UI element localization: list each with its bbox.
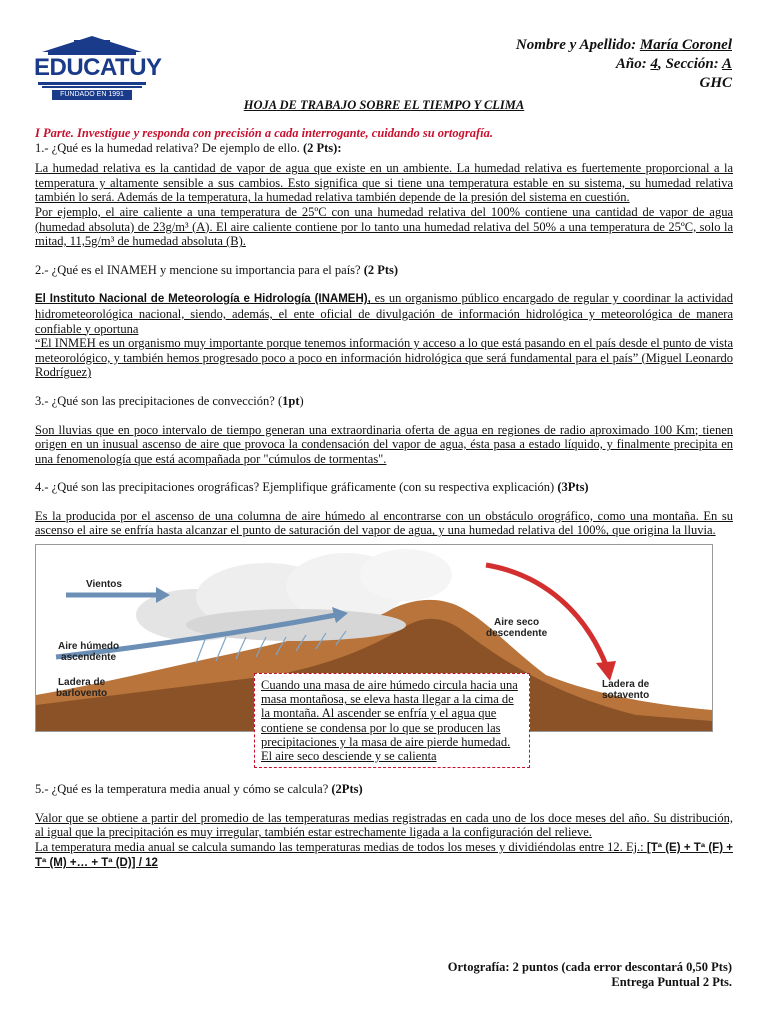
spelling-rule: Ortografía: 2 puntos (cada error descontará 0,50 Pts) xyxy=(447,960,732,974)
punctual-rule: Entrega Puntual 2 Pts. xyxy=(611,975,732,989)
school-logo xyxy=(34,32,162,104)
label-windward: Ladera de barlovento xyxy=(56,677,108,700)
document-title: HOJA DE TRABAJO SOBRE EL TIEMPO Y CLIMA xyxy=(243,98,525,112)
worksheet-content xyxy=(35,126,733,871)
diagram-explanation: Cuando una masa de aire húmedo circula hacia una masa montañosa, se eleva hasta llegar a la cima de la montaña. Al ascender se enfría y el agua que contiene se condensa por lo que se producen las precipitaciones y la masa de aire pierde humedad. El aire seco desciende y se calienta xyxy=(254,673,530,768)
label-winds: Vientos xyxy=(86,579,122,591)
subject: GHC xyxy=(699,75,732,91)
student-header xyxy=(516,36,732,93)
year-value: 4 xyxy=(650,56,658,72)
label-humid-air: Aire húmedo ascendente xyxy=(58,641,120,664)
student-name: María Coronel xyxy=(639,37,732,53)
section-value: A xyxy=(721,56,732,72)
answer-2a: El Instituto Nacional de Meteorología e Hidrología (INAMEH), es un organismo público encargado de regular y coordinar la actividad hidrometeorológica nacional, siendo, además, el ente oficial de divulgación de información hidrológica y meteorológica de manera confiable y oportuna xyxy=(35,291,733,336)
label-dry-air: Aire seco descendente xyxy=(486,617,548,640)
logo-name: EDUCATUY xyxy=(34,54,162,81)
question-3: 3.- ¿Qué son las precipitaciones de convección? (1pt) xyxy=(35,393,304,408)
label-leeward: Ladera de sotavento xyxy=(602,679,650,702)
answer-5a: Valor que se obtiene a partir del promedio de las temperaturas medias registradas en cada uno de los doce meses del año. Su distribución, al igual que la precipitación es muy irregular, también estar estrechamente ligada a la configuración del relieve. xyxy=(35,810,733,840)
question-5: 5.- ¿Qué es la temperatura media anual y cómo se calcula? (2Pts) xyxy=(35,782,363,797)
question-4: 4.- ¿Qué son las precipitaciones orográficas? Ejemplifique gráficamente (con su respectiva explicación) (3Pts) xyxy=(35,480,589,495)
answer-2b: “El INMEH es un organismo muy importante porque tenemos información y acceso a lo que está pasando en el país desde el punto de vista meteorológico, y también hemos progresado poco a poco en información hidrológica que será fundamental para el país” (Miguel Leonardo Rodríguez) xyxy=(35,336,733,380)
grading-footer xyxy=(448,960,732,990)
name-line: Nombre y Apellido: María Coronel xyxy=(515,37,732,53)
answer-1b: Por ejemplo, el aire caliente a una temperatura de 25ºC con una humedad relativa del 100% contiene una cantidad de vapor de agua (humedad absoluta) de 23g/m³ (A). El aire caliente contiene por lo tanto una humedad relativa del 50% a una temperatura de 25ºC, solo la mitad, 11,5g/m³ de humedad absoluta (B). xyxy=(35,204,733,249)
part-heading: I Parte. Investigue y responda con precisión a cada interrogante, cuidando su ortografía. xyxy=(35,126,494,140)
orographic-diagram xyxy=(35,544,713,764)
logo-founded: FUNDADO EN 1991 xyxy=(52,90,132,100)
answer-3: Son lluvias que en poco intervalo de tiempo generan una extraordinaria oferta de agua en regiones de radio aproximado 100 Km; tienen origen en un inusual ascenso de aire que provoca la condensación del vapor de agua, ésta pasa a estado líquido, y finalmente precipita en una fenomenología que está acompañada por "cúmulos de tormentas". xyxy=(35,422,733,466)
answer-4: Es la producida por el ascenso de una columna de aire húmedo al encontrarse con un obstáculo orográfico, como una montaña. En su ascenso el aire se enfría hasta alcanzar el punto de saturación del vapor de agua, y una humedad relativa del 100%, que origina la lluvia. xyxy=(35,508,733,538)
formula: [Tª (E) + Tª (F) + Tª (M) +… + Tª (D)] / 12 xyxy=(35,841,734,870)
answer-5b: La temperatura media anual se calcula sumando las temperaturas medias de todos los meses y dividiéndolas entre 12. Ej.: [Tª (E) + Tª (F) + Tª (M) +… + Tª (D)] / 12 xyxy=(35,839,734,870)
question-2: 2.- ¿Qué es el INAMEH y mencione su importancia para el país? (2 Pts) xyxy=(35,262,399,277)
answer-1a: La humedad relativa es la cantidad de vapor de agua que existe en un ambiente. La humedad relativa es fuertemente proporcional a la temperatura y altamente sensible a sus cambios. Esto significa que si tiene una temperatura estable en su sistema, su humedad relativa también lo será. Además de la temperatura, la humedad relativa también depende de la presión del sistema en cuestión. xyxy=(35,161,733,205)
year-section-line: Año: 4, Sección: A xyxy=(615,56,732,72)
question-1: 1.- ¿Qué es la humedad relativa? De ejemplo de ello. (2 Pts): xyxy=(35,140,342,155)
